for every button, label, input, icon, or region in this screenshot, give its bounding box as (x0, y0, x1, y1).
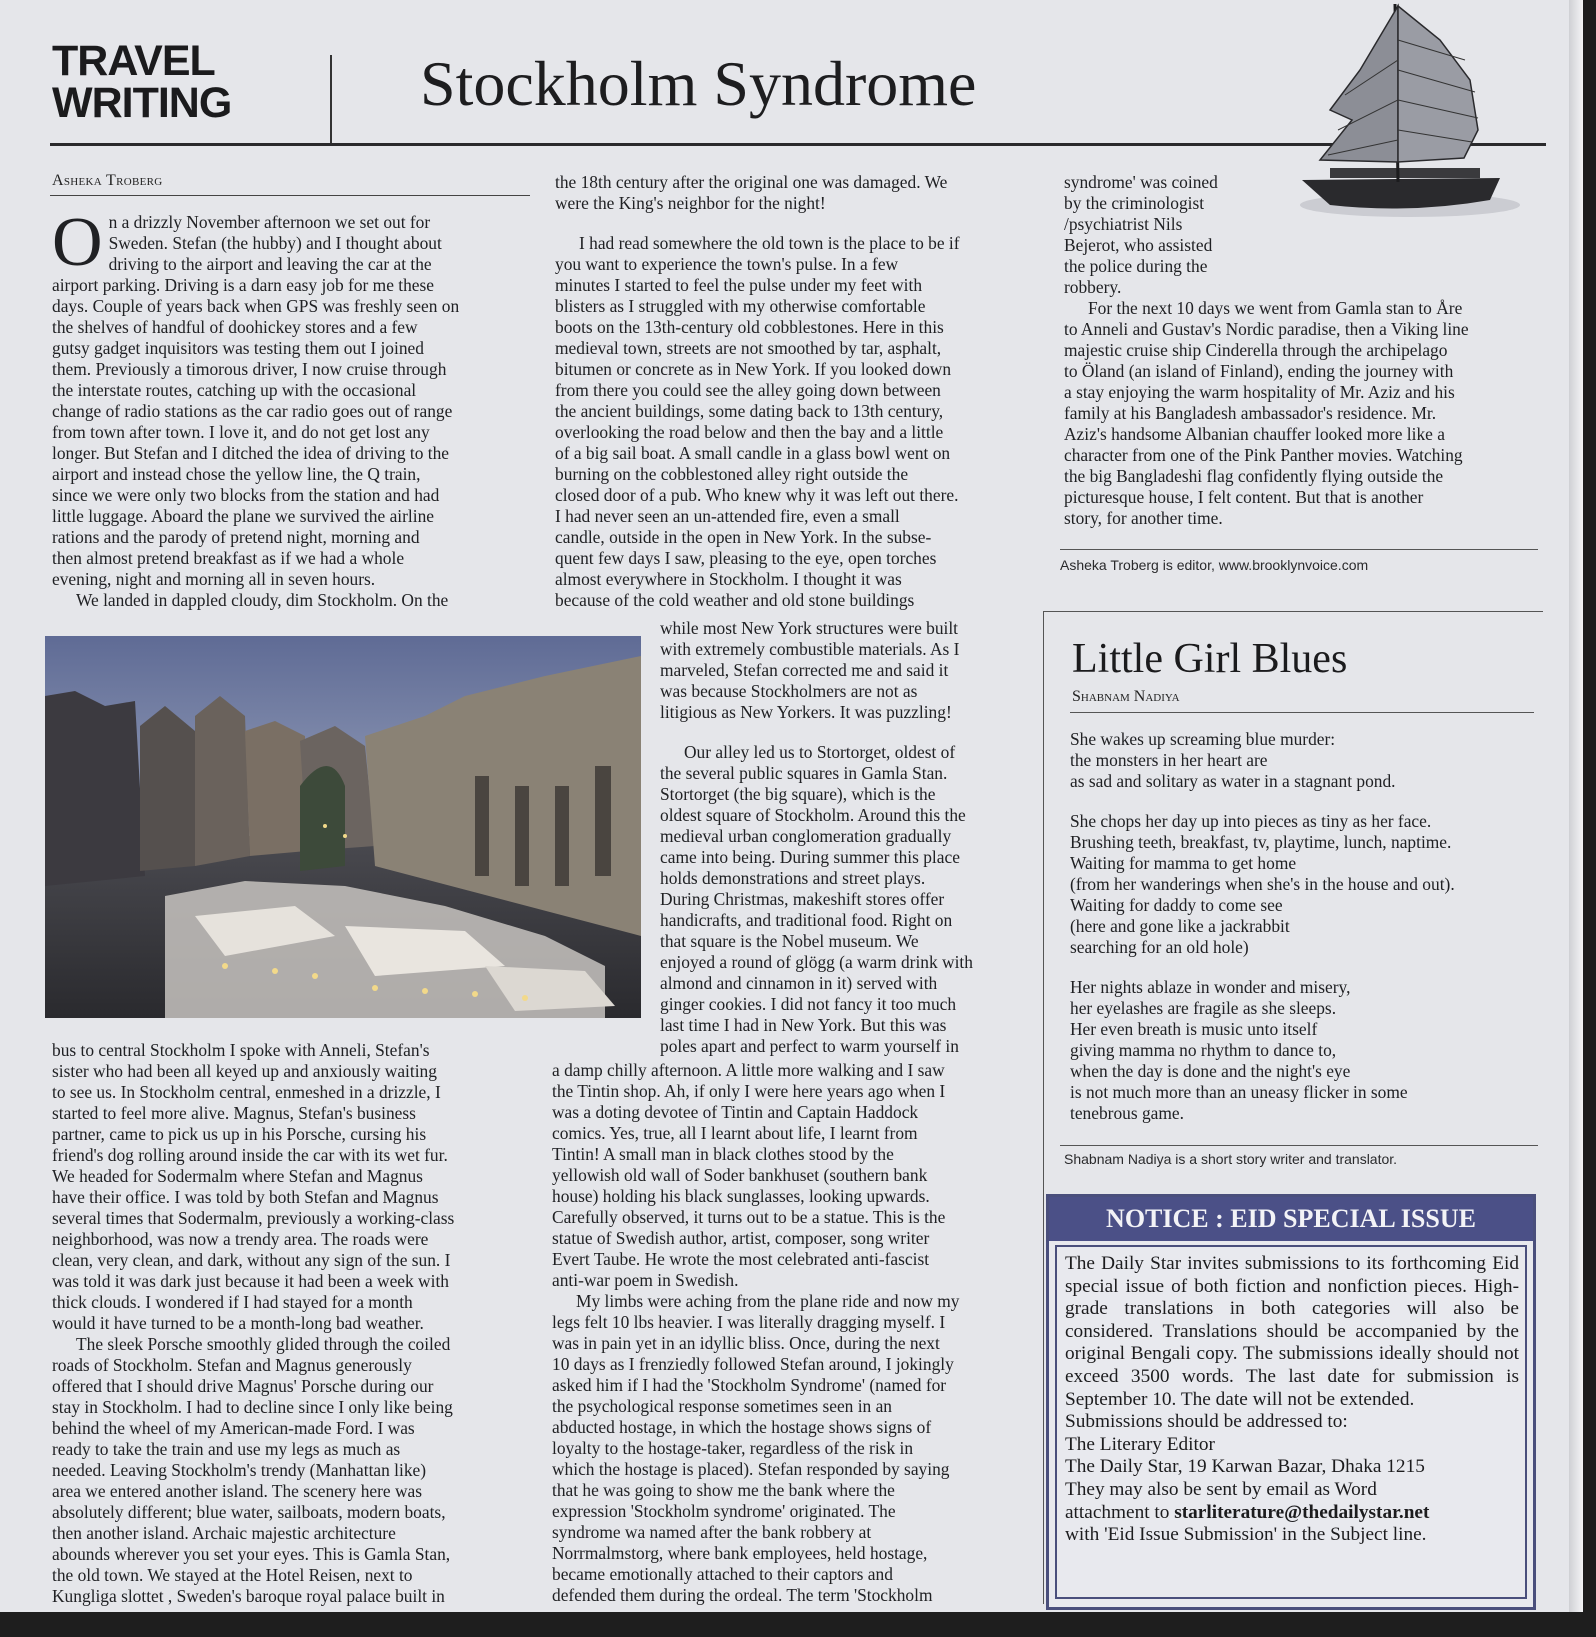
text-line: of a big sail boat. A small candle in a glass bowl went on (555, 443, 951, 463)
text-line: I had never seen an un-attended fire, even a small (555, 506, 900, 526)
article-column-2-middle (660, 618, 1030, 1057)
junk-ship-illustration (1290, 0, 1530, 240)
text-line: (here and gone like a jackrabbit (1070, 916, 1290, 936)
text-line: Brushing teeth, breakfast, tv, playtime, lunch, naptime. (1070, 832, 1452, 852)
text-line: holds demonstrations and street plays. (660, 868, 926, 888)
text-line: evening, night and morning all in seven hours. (52, 569, 376, 589)
article-column-3-top (1064, 172, 1314, 298)
notice-email-line (1065, 1502, 1519, 1525)
text-line: bitumen or concrete as in New York. If you looked down (555, 359, 952, 379)
text-line: from there you could see the alley going down between (555, 380, 941, 400)
text-line: was told it was dark just because it had been a week with (52, 1271, 449, 1291)
text-line: were the King's neighbor for the night! (555, 193, 826, 213)
text-line: overlooking the road below and then the bay and a little (555, 422, 944, 442)
email-link[interactable]: starliterature@thedailystar.net (1174, 1501, 1430, 1523)
text-line: character from one of the Pink Panther movies. Watching (1064, 445, 1463, 465)
text-line: Stortorget (the big square), which is the (660, 784, 936, 804)
notice-heading: NOTICE : EID SPECIAL ISSUE (1049, 1197, 1533, 1241)
text-line: story, for another time. (1064, 508, 1223, 528)
notice-box (1046, 1194, 1536, 1610)
text-line: Tintin! A small man in black clothes stood by the (552, 1144, 894, 1164)
text-line: abducted hostage, in which the hostage shows signs of (552, 1417, 932, 1437)
text-line: which the hostage is placed). Stefan responded by saying (552, 1459, 950, 1479)
text-line: Bejerot, who assisted (1064, 235, 1213, 255)
text-line: comics. Yes, true, all I learnt about life, I learnt from (552, 1123, 918, 1143)
column-1-lines (52, 204, 532, 611)
text-line: that he was going to show me the bank where the (552, 1480, 895, 1500)
email-prefix: attachment to (1065, 1501, 1175, 1523)
text-line: that square is the Nobel museum. We (660, 931, 919, 951)
text-line: her eyelashes are fragile as she sleeps. (1070, 998, 1337, 1018)
text-line: while most New York structures were built (660, 618, 959, 638)
header-divider (330, 55, 332, 143)
text-line: poles apart and perfect to warm yourself in (660, 1036, 959, 1056)
text-line: offered that I should drive Magnus' Porsche during our (52, 1376, 434, 1396)
text-line: as sad and solitary as water in a stagnant pond. (1070, 771, 1396, 791)
kicker-line-2: WRITING (52, 79, 232, 127)
text-line: was a doting devotee of Tintin and Captain Haddock (552, 1102, 919, 1122)
text-line: by the criminologist (1064, 193, 1205, 213)
text-line: is not much more than an uneasy flicker in some (1070, 1082, 1408, 1102)
text-line: handicrafts, and traditional food. Right on (660, 910, 953, 930)
text-line: defended them during the ordeal. The term 'Stockholm (552, 1585, 933, 1605)
text-line: came into being. During summer this place (660, 847, 960, 867)
text-line: family at his Bangladesh ambassador's residence. Mr. (1064, 403, 1437, 423)
text-line: area we entered another island. The scenery here was (52, 1481, 423, 1501)
text-line: majestic cruise ship Cinderella through the archipelago (1064, 340, 1448, 360)
kicker-line-1: TRAVEL (52, 37, 215, 85)
drop-cap: O (52, 204, 103, 281)
text-line: to see us. In Stockholm central, enmeshed in a drizzle, I (52, 1082, 441, 1102)
text-line: several times that Sodermalm, previously a working-class (52, 1208, 455, 1228)
text-line: Her even breath is music unto itself (1070, 1019, 1318, 1039)
text-line: house) holding his black sunglasses, looking upwards. (552, 1186, 930, 1206)
text-line: sister who had been all keyed up and anxiously waiting (52, 1061, 437, 1081)
text-line: loyalty to the hostage-taker, regardless of the risk in (552, 1438, 914, 1458)
text-line (555, 214, 1030, 233)
text-line: friend's dog rolling around inside the car with its wet fur. (52, 1145, 448, 1165)
text-line: when the day is done and the night's eye (1070, 1061, 1351, 1081)
text-line: the monsters in her heart are (1070, 750, 1268, 770)
text-line: change of radio stations as the car radio goes out of range (52, 401, 453, 421)
text-line: started to feel more alive. Magnus, Stefan's business (52, 1103, 416, 1123)
text-line: syndrome' was coined (1064, 172, 1218, 192)
text-line: because of the cold weather and old stone buildings (555, 590, 915, 610)
text-line: Aziz's handsome Albanian chauffer looked more like a (1064, 424, 1445, 444)
text-line: medieval urban conglomeration gradually (660, 826, 952, 846)
text-line: to Öland (an island of Finland), ending the journey with (1064, 361, 1454, 381)
column-2a-lines (555, 172, 1030, 611)
text-line: boots on the 13th-century old cobblestones. Here in this (555, 317, 944, 337)
text-line: driving to the airport and leaving the car at the (108, 254, 432, 274)
text-line: almost everywhere in Stockholm. I thought it was (555, 569, 902, 589)
text-line: minutes I started to feel the pulse under my feet with (555, 275, 923, 295)
poem-title: Little Girl Blues (1072, 636, 1348, 682)
text-line: giving mamma no rhythm to dance to, (1070, 1040, 1337, 1060)
text-line: During Christmas, makeshift stores offer (660, 889, 945, 909)
text-line: closed door of a pub. Who knew why it was left out there. (555, 485, 959, 505)
notice-address-line: The Literary Editor (1065, 1433, 1215, 1455)
notice-body (1065, 1253, 1519, 1547)
stortorget-square-photo (45, 636, 641, 1018)
text-line: asked him if I had the 'Stockholm Syndrome' (named for (552, 1375, 947, 1395)
article-column-3-bottom (1064, 298, 1559, 529)
poem-author: Shabnam Nadiya (1072, 688, 1180, 705)
text-line: Kungliga slottet , Sweden's baroque royal palace built in (52, 1586, 445, 1606)
text-line: yellowish old wall of Soder bankhuset (southern bank (552, 1165, 928, 1185)
text-line (1070, 792, 1540, 811)
text-line: gutsy gadget inquisitors was testing them out I joined (52, 338, 424, 358)
poem-note-rule (1060, 1145, 1538, 1146)
text-line: last time I had in New York. But this was (660, 1015, 947, 1035)
text-line: clean, very clean, and dark, without any sign of the sun. I (52, 1250, 451, 1270)
text-line: the shelves of handful of doohickey stores and a few (52, 317, 418, 337)
text-line: The sleek Porsche smoothly glided through the coiled (76, 1334, 451, 1354)
text-line: the 18th century after the original one was damaged. We (555, 172, 948, 192)
text-line: Waiting for mamma to get home (1070, 853, 1297, 873)
text-line: rations and the parody of pretend night, morning and (52, 527, 420, 547)
text-line: /psychiatrist Nils (1064, 214, 1183, 234)
text-line: She chops her day up into pieces as tiny as her face. (1070, 811, 1432, 831)
text-line: litigious as New Yorkers. It was puzzling! (660, 702, 952, 722)
text-line: Carefully observed, it turns out to be a statue. This is the (552, 1207, 946, 1227)
text-line: since we were only two blocks from the station and had (52, 485, 440, 505)
text-line: tenebrous game. (1070, 1103, 1184, 1123)
text-line: legs felt 10 lbs heavier. I was literally dragging myself. I (552, 1312, 946, 1332)
page-title: Stockholm Syndrome (420, 48, 977, 119)
text-line: then almost pretend breakfast as if we had a whole (52, 548, 405, 568)
text-line: needed. Leaving Stockholm's trendy (Manhattan like) (52, 1460, 427, 1480)
notice-address-line: The Daily Star, 19 Karwan Bazar, Dhaka 1215 (1065, 1456, 1425, 1478)
article-column-1-bottom (52, 1040, 542, 1607)
text-line: abounds wherever you set your eyes. This is Gamla Stan, (52, 1544, 451, 1564)
text-line: bus to central Stockholm I spoke with Anneli, Stefan's (52, 1040, 430, 1060)
text-line: roads of Stockholm. Stefan and Magnus generously (52, 1355, 412, 1375)
text-line: statue of Swedish author, artist, composer, song writer (552, 1228, 930, 1248)
column-2b-lines (660, 618, 1030, 1057)
text-line: robbery. (1064, 277, 1122, 297)
text-line: the several public squares in Gamla Stan. (660, 763, 948, 783)
text-line: picturesque house, I felt content. But that is another (1064, 487, 1424, 507)
byline-rule (50, 195, 530, 196)
notice-address (1065, 1411, 1519, 1501)
text-line: thick clouds. I wondered if I had stayed for a month (52, 1292, 413, 1312)
text-line: Evert Taube. He wrote the most celebrated anti-fascist (552, 1249, 930, 1269)
notice-email-suffix: with 'Eid Issue Submission' in the Subject line. (1065, 1524, 1427, 1546)
text-line: days. Couple of years back when GPS was freshly seen on (52, 296, 460, 316)
text-line: ready to take the train and use my legs as much as (52, 1439, 401, 1459)
text-line: absolutely different; blue water, sailboats, modern boats, (52, 1502, 446, 1522)
text-line: Waiting for daddy to come see (1070, 895, 1283, 915)
text-line: partner, came to pick us up in his Porsche, cursing his (52, 1124, 427, 1144)
text-line: the police during the (1064, 256, 1208, 276)
article-column-2-top (555, 172, 1030, 611)
text-line: syndrome wa named after the bank robbery at (552, 1522, 872, 1542)
poem-lines (1070, 729, 1540, 1124)
text-line: longer. But Stefan and I ditched the idea of driving to the (52, 443, 449, 463)
text-line: behind the wheel of my American-made Ford. I was (52, 1418, 415, 1438)
text-line: (from her wanderings when she's in the house and out). (1070, 874, 1455, 894)
column-3a-lines (1064, 172, 1314, 298)
text-line: the big Bangladeshi flag confidently flying outside the (1064, 466, 1444, 486)
text-line: I had read somewhere the old town is the place to be if (579, 233, 960, 253)
text-line: She wakes up screaming blue murder: (1070, 729, 1336, 749)
text-line: the ancient buildings, some dating back to 13th century, (555, 401, 944, 421)
text-line: a damp chilly afternoon. A little more walking and I saw (552, 1060, 945, 1080)
text-line: Our alley led us to Stortorget, oldest of (684, 742, 956, 762)
text-line: searching for an old hole) (1070, 937, 1249, 957)
text-line: candle, outside in the open in New York. In the subse- (555, 527, 932, 547)
text-line: then another island. Archaic majestic architecture (52, 1523, 396, 1543)
poem-author-note: Shabnam Nadiya is a short story writer and translator. (1064, 1151, 1398, 1167)
text-line: airport parking. Driving is a darn easy job for me these (52, 275, 434, 295)
text-line: was because Stockholmers are not as (660, 681, 918, 701)
column-3b-lines (1064, 298, 1559, 529)
text-line: to Anneli and Gustav's Nordic paradise, then a Viking line (1064, 319, 1469, 339)
text-line: expression 'Stockholm syndrome' originated. The (552, 1501, 896, 1521)
text-line: the Tintin shop. Ah, if only I were here years ago when I (552, 1081, 946, 1101)
text-line: little luggage. Aboard the plane we survived the airline (52, 506, 434, 526)
text-line: 10 days as I frenziedly followed Stefan around, I jokingly (552, 1354, 954, 1374)
text-line: Norrmalmstorg, where bank employees, held hostage, (552, 1543, 928, 1563)
poem-title-rule (1070, 712, 1534, 713)
text-line: a stay enjoying the warm hospitality of Mr. Aziz and his (1064, 382, 1455, 402)
text-line: We landed in dappled cloudy, dim Stockholm. On the (76, 590, 449, 610)
text-line: My limbs were aching from the plane ride and now my (576, 1291, 960, 1311)
text-line: Sweden. Stefan (the hubby) and I thought about (108, 233, 442, 253)
section-kicker (52, 37, 232, 127)
text-line: oldest square of Stockholm. Around this the (660, 805, 966, 825)
text-line: almond and cinnamon in it) served with (660, 973, 938, 993)
notice-address-line: They may also be sent by email as Word (1065, 1478, 1377, 1500)
column-1b-lines (52, 1040, 542, 1607)
article-column-1-top (52, 204, 532, 611)
poem-body (1070, 729, 1540, 1124)
text-line: n a drizzly November afternoon we set out for (108, 212, 431, 232)
text-line: stay in Stockholm. I had to decline since I only like being (52, 1397, 453, 1417)
text-line: the interstate routes, catching up with the occasional (52, 380, 417, 400)
author-note: Asheka Troberg is editor, www.brooklynvoice.com (1060, 557, 1369, 573)
text-line: was in pain yet in an idyllic bliss. Once, during the next (552, 1333, 940, 1353)
text-line: burning on the cobblestoned alley right outside the (555, 464, 909, 484)
text-line (1070, 958, 1540, 977)
text-line: For the next 10 days we went from Gamla stan to Åre (1088, 298, 1463, 318)
text-line: became emotionally attached to their captors and (552, 1564, 893, 1584)
text-line: would it have turned to be a month-long bad weather. (52, 1313, 424, 1333)
author-note-rule (1060, 549, 1538, 550)
text-line: them. Previously a timorous driver, I now cruise through (52, 359, 447, 379)
article-byline: Asheka Troberg (52, 172, 163, 189)
article-column-2-bottom (552, 1060, 1030, 1606)
text-line: the old town. We stayed at the Hotel Reisen, next to (52, 1565, 413, 1585)
column-2c-lines (552, 1060, 1030, 1606)
text-line: medieval town, streets are not smoothed by tar, asphalt, (555, 338, 942, 358)
text-line: you want to experience the town's pulse. In a few (555, 254, 899, 274)
text-line: marveled, Stefan corrected me and said it (660, 660, 949, 680)
text-line: airport and instead chose the yellow line, the Q train, (52, 464, 421, 484)
notice-address-line: Submissions should be addressed to: (1065, 1411, 1348, 1433)
text-line: the psychological response sometimes seen in an (552, 1396, 893, 1416)
text-line: from town after town. I love it, and do not get lost any (52, 422, 430, 442)
text-line: We headed for Sodermalm where Stefan and Magnus (52, 1166, 423, 1186)
text-line: quent few days I saw, pleasing to the eye, open torches (555, 548, 937, 568)
text-line: have their office. I was told by both Stefan and Magnus (52, 1187, 439, 1207)
text-line: Her nights ablaze in wonder and misery, (1070, 977, 1351, 997)
text-line: neighborhood, was now a trendy area. The roads were (52, 1229, 429, 1249)
notice-inner-frame (1055, 1245, 1527, 1599)
text-line: ginger cookies. I did not fancy it too much (660, 994, 957, 1014)
text-line: anti-war poem in Swedish. (552, 1270, 739, 1290)
text-line (660, 723, 1030, 742)
text-line: blisters as I struggled with my otherwise comfortable (555, 296, 926, 316)
text-line: enjoyed a round of glögg (a warm drink with (660, 952, 973, 972)
notice-paragraph: The Daily Star invites submissions to its forthcoming Eid special issue of both fiction and nonfiction pieces. High-grade translations in both categories will also be considered. Translations should be accompanied by the original Bengali copy. The submissions ideally should not exceed 3500 words. The last date for submission is September 10. The date will not be extended. (1065, 1253, 1519, 1410)
text-line: with extremely combustible materials. As I (660, 639, 960, 659)
